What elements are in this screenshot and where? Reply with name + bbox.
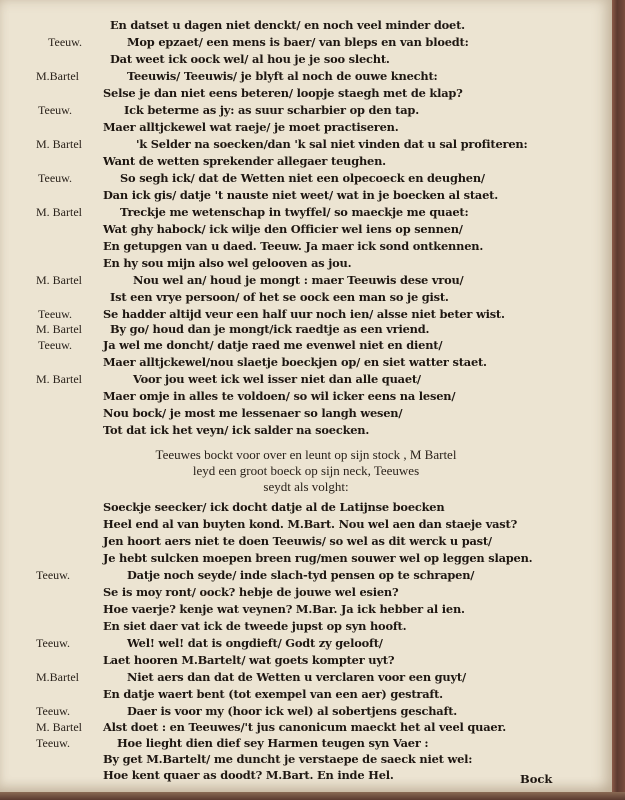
speaker: Teeuw.: [48, 35, 83, 49]
line-25: [0, 422, 612, 438]
verse-text: Soeckje seecker/ ick docht datje al de Latijnse boecken: [103, 500, 445, 514]
line-16: [0, 272, 612, 288]
catchword: Bock: [520, 772, 553, 786]
line-3: [0, 51, 612, 67]
verse-text: By go/ houd dan je mongt/ick raedtje as een vriend.: [110, 322, 430, 336]
verse-text: Hoe lieght dien dief sey Harmen teugen syn Vaer :: [117, 736, 429, 750]
speaker: M. Bartel: [36, 372, 82, 386]
line-6: [0, 102, 612, 118]
line-8: [0, 136, 612, 152]
verse-text: 'k Selder na soecken/dan 'k sal niet vinden dat u sal profiteren:: [136, 137, 528, 151]
speaker: M.Bartel: [36, 670, 79, 684]
speaker: M. Bartel: [36, 205, 82, 219]
line-15: [0, 255, 612, 271]
verse-text: En hy sou mijn also wel gelooven as jou.: [103, 256, 352, 270]
verse-text: Selse je dan niet eens beteren/ loopje staegh met de klap?: [103, 86, 463, 100]
page-edge: [612, 0, 625, 800]
verse-text: Want de wetten sprekender allegaer teughen.: [103, 154, 386, 168]
verse-text: En getupgen van u daed. Teeuw. Ja maer ick sond ontkennen.: [103, 239, 484, 253]
speaker: Teeuw.: [36, 736, 71, 750]
verse-text: So segh ick/ dat de Wetten niet een olpecoeck en deughen/: [120, 171, 485, 185]
line-18: [0, 306, 612, 322]
stage-direction-line-3: seydt als volght:: [263, 479, 349, 494]
line-5: [0, 85, 612, 101]
verse-text: Nou bock/ je most me lessenaer so langh wesen/: [103, 406, 403, 420]
line-41: [0, 751, 612, 767]
verse-text: Ist een vrye persoon/ of het se oock een man so je gist.: [110, 290, 449, 304]
verse-text: Treckje me wetenschap in twyffel/ so maeckje me quaet:: [120, 205, 469, 219]
line-33: [0, 618, 612, 634]
verse-text: Teeuwis/ Teeuwis/ je blyft al noch de ouwe knecht:: [127, 69, 438, 83]
line-28: [0, 533, 612, 549]
verse-text: Hoe kent quaer as doodt? M.Bart. En inde Hel.: [103, 768, 394, 782]
speaker: Teeuw.: [38, 307, 73, 321]
line-22: [0, 371, 612, 387]
line-40: [0, 735, 612, 751]
verse-text: Voor jou weet ick wel isser niet dan alle quaet/: [133, 372, 421, 386]
line-30: [0, 567, 612, 583]
verse-text: Niet aers dan dat de Wetten u verclaren voor een guyt/: [127, 670, 466, 684]
verse-text: Dat weet ick oock wel/ al hou je je soo slecht.: [110, 52, 390, 66]
line-35: [0, 652, 612, 668]
line-38: [0, 703, 612, 719]
line-27: [0, 516, 612, 532]
line-20: [0, 337, 612, 353]
line-7: [0, 119, 612, 135]
verse-text: Se is moy ront/ oock? hebje de jouwe wel esien?: [103, 585, 399, 599]
verse-text: Maer alltjckewel wat raeje/ je moet practiseren.: [103, 120, 399, 134]
speaker: Teeuw.: [38, 171, 73, 185]
speaker: M. Bartel: [36, 322, 82, 336]
verse-text: Dan ick gis/ datje 't nauste niet weet/ wat in je boecken al staet.: [103, 188, 498, 202]
speaker: Teeuw.: [36, 568, 71, 582]
speaker: M. Bartel: [36, 273, 82, 287]
line-4: [0, 68, 612, 84]
verse-text: By get M.Bartelt/ me duncht je verstaepe de saeck niet wel:: [103, 752, 473, 766]
verse-text: Tot dat ick het veyn/ ick salder na soecken.: [103, 423, 370, 437]
verse-text: Maer omje in alles te voldoen/ so wil icker eens na lesen/: [103, 389, 456, 403]
line-12: [0, 204, 612, 220]
verse-text: Je hebt sulcken moepen breen rug/men souwer wel op leggen slapen.: [103, 551, 533, 565]
line-24: [0, 405, 612, 421]
speaker: M. Bartel: [36, 137, 82, 151]
line-13: [0, 221, 612, 237]
line-34: [0, 635, 612, 651]
line-23: [0, 388, 612, 404]
speaker: M. Bartel: [36, 720, 82, 734]
verse-text: Wat ghy habock/ ick wilje den Officier wel iens op sennen/: [103, 222, 463, 236]
book-bottom-edge: [0, 792, 625, 800]
speaker: M.Bartel: [36, 69, 79, 83]
verse-text: Jen hoort aers niet te doen Teeuwis/ so wel as dit werck u past/: [103, 534, 492, 548]
verse-text: Alst doet : en Teeuwes/'t jus canonicum maeckt het al veel quaer.: [103, 720, 506, 734]
line-31: [0, 584, 612, 600]
line-39: [0, 719, 612, 735]
verse-text: Maer alltjckewel/nou slaetje boeckjen op/ en siet watter staet.: [103, 355, 487, 369]
line-9: [0, 153, 612, 169]
line-29: [0, 550, 612, 566]
verse-text: En datje waert bent (tot exempel van een aer) gestraft.: [103, 687, 443, 701]
line-10: [0, 170, 612, 186]
line-37: [0, 686, 612, 702]
verse-text: Ick beterme as jy: as suur scharbier op den tap.: [124, 103, 419, 117]
line-19: [0, 321, 612, 337]
line-1: [0, 17, 612, 33]
verse-text: Wel! wel! dat is ongdieft/ Godt zy gelooft/: [127, 636, 383, 650]
speaker: Teeuw.: [36, 704, 71, 718]
line-17: [0, 289, 612, 305]
line-32: [0, 601, 612, 617]
verse-text: Ja wel me doncht/ datje raed me evenwel niet en dient/: [103, 338, 443, 352]
verse-text: Se hadder altijd veur een half uur noch ien/ alsse niet beter wist.: [103, 307, 505, 321]
verse-text: Heel end al van buyten kond. M.Bart. Nou wel aen dan staeje vast?: [103, 517, 518, 531]
verse-text: Daer is voor my (hoor ick wel) al sobertjens geschaft.: [127, 704, 458, 718]
line-21: [0, 354, 612, 370]
verse-text: Mop epzaet/ een mens is baer/ van bleps en van bloedt:: [127, 35, 469, 49]
line-2: [0, 34, 612, 50]
verse-text: Datje noch seyde/ inde slach-tyd pensen op te schrapen/: [127, 568, 475, 582]
verse-text: En siet daer vat ick de tweede jupst op syn hooft.: [103, 619, 407, 633]
stage-direction-line-1: Teeuwes bockt voor over en leunt op sijn stock , M Bartel: [155, 447, 457, 462]
verse-text: En datset u dagen niet denckt/ en noch veel minder doet.: [110, 18, 465, 32]
speaker: Teeuw.: [38, 103, 73, 117]
verse-text: Nou wel an/ houd je mongt : maer Teeuwis dese vrou/: [133, 273, 464, 287]
line-36: [0, 669, 612, 685]
verse-text: Laet hooren M.Bartelt/ wat goets kompter uyt?: [103, 653, 395, 667]
line-11: [0, 187, 612, 203]
verse-text: Hoe vaerje? kenje wat veynen? M.Bar. Ja ick hebber al ien.: [103, 602, 465, 616]
speaker: Teeuw.: [36, 636, 71, 650]
speaker: Teeuw.: [38, 338, 73, 352]
stage-direction-line-2: leyd een groot boeck op sijn neck, Teeuwes: [192, 463, 420, 478]
line-26: [0, 499, 612, 515]
line-14: [0, 238, 612, 254]
